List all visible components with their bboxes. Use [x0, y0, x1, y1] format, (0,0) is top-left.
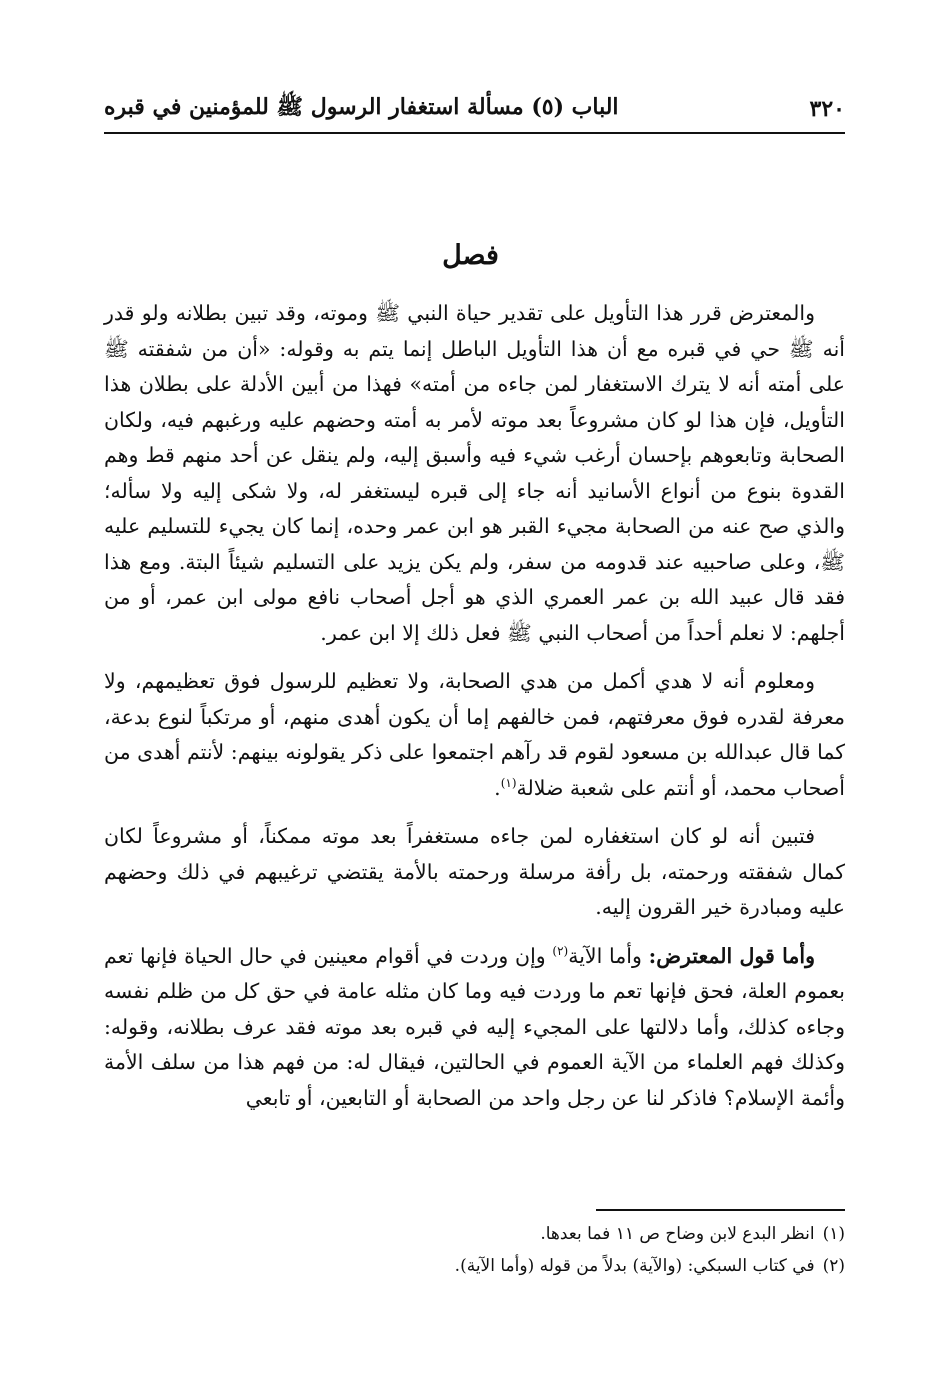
footnote-2-text: في كتاب السبكي: (والآية) بدلاً من قوله (وأما الآية).	[454, 1256, 815, 1276]
footnote-1-number: (١)	[822, 1224, 845, 1244]
paragraph-3-text: فتبين أنه لو كان استغفاره لمن جاءه مستغفراً بعد موته ممكناً، أو مشروعاً لكان كمال شفقته ورحمته، بل رأفة مرسلة ورحمته بالأمة يقتضي ترغيبهم في ذلك وحضهم عليه ومبادرة خير القرون إليه.	[104, 824, 845, 919]
footnotes	[104, 1218, 845, 1282]
footnote-1	[104, 1218, 845, 1250]
body-text	[104, 296, 845, 1129]
footnote-divider	[596, 1209, 845, 1211]
chapter-title: الباب (٥) مسألة استغفار الرسول ﷺ للمؤمنين في قبره	[104, 94, 619, 120]
footnote-ref-1[interactable]: (١)	[500, 775, 517, 790]
paragraph-2-tail: .	[494, 775, 501, 800]
footnote-ref-2[interactable]: (٢)	[552, 943, 569, 958]
paragraph-4-pre: وأما الآية	[568, 943, 649, 968]
paragraph-3	[104, 819, 845, 926]
header-divider	[104, 132, 845, 134]
paragraph-2-text: ومعلوم أنه لا هدي أكمل من هدي الصحابة، ولا تعظيم للرسول فوق تعظيمهم، ولا معرفة لقدره فوق معرفتهم، فمن خالفهم إما أن يكون أهدى منهم، أو مرتكباً لنوع بدعة، كما قال عبدالله بن مسعود لقوم قد رآهم اجتمعوا على ذكر يقولونه بينهم: لأنتم أهدى من أصحاب محمد، أو أنتم على شعبة ضلالة	[104, 669, 845, 800]
paragraph-4-text: وإن وردت في أقوام معينين في حال الحياة فإنها تعم بعموم العلة، فحق فإنها تعم ما وردت فيه وما كان مثله عامة في حق كل من ظلم نفسه وجاءه كذلك، وأما دلالتها على المجيء إليه في قبره بعد موته فقد عرف بطلانه، وقوله: وكذلك فهم العلماء من الآية العموم في الحالتين، فيقال له: من فهم هذا من سلف الأمة وأئمة الإسلام؟ فاذكر لنا عن رجل واحد من الصحابة أو التابعين، أو تابعي	[104, 943, 845, 1110]
paragraph-2	[104, 664, 845, 806]
footnote-2	[104, 1250, 845, 1282]
paragraph-1	[104, 296, 845, 651]
page-number: ٣٢٠	[809, 96, 845, 122]
footnote-1-text: انظر البدع لابن وضاح ص ١١ فما بعدها.	[540, 1224, 815, 1244]
paragraph-1-text: والمعترض قرر هذا التأويل على تقدير حياة النبي ﷺ وموته، وقد تبين بطلانه ولو قدر أنه ﷺ حي في قبره مع أن هذا التأويل الباطل إنما يتم به وقوله: «أن من شفقته ﷺ على أمته أنه لا يترك الاستغفار لمن جاءه من أمته» فهذا من أبين الأدلة على بطلان هذا التأويل، فإن هذا لو كان مشروعاً بعد موته لأمر به أمته وحضهم عليه ورغبهم فيه، ولكان الصحابة وتابعوهم بإحسان أرغب شيء فيه وأسبق إليه، ولم ينقل عن أحد منهم قط وهم القدوة بنوع من أنواع الأسانيد أنه جاء إلى قبره ليستغفر له، ولا شكى إليه ولا سأله؛ والذي صح عنه من الصحابة مجيء القبر هو ابن عمر وحده، إنما كان يجيء للتسليم عليه ﷺ، وعلى صاحبيه عند قدومه من سفر، ولم يكن يزيد على التسليم شيئاً البتة. ومع هذا فقد قال عبيد الله بن عمر العمري الذي هو أجل أصحاب نافع مولى ابن عمر، أو من أجلهم: لا نعلم أحداً من أصحاب النبي ﷺ فعل ذلك إلا ابن عمر.	[104, 301, 845, 645]
running-header	[104, 92, 845, 126]
footnote-2-number: (٢)	[822, 1256, 845, 1276]
paragraph-4	[104, 939, 845, 1117]
section-title: فصل	[442, 240, 499, 271]
paragraph-4-lead: وأما قول المعترض:	[648, 943, 815, 968]
